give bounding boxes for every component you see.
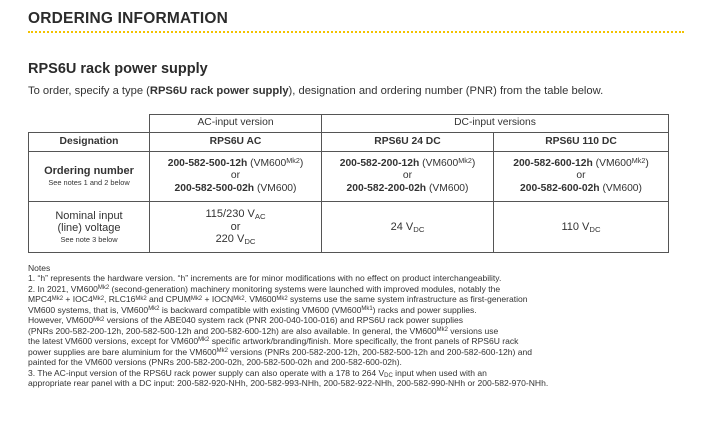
notes-section: Notes 1. “h” represents the hardware version. “h” increments are for minor modifications with no effect on product interchangeability. 2. In 2021, $VM600^{Mk2}$ (second-generation) machinery monitoring systems were launched with improved modules, notably the $MPC4^{Mk2} + IOC4^{Mk2}$, $RLC16^{Mk2}$ and $CPUM^{Mk2}$ + $IOCN^{Mk2}$. $VM600^{Mk2}$ systems use the same system infrastructure as first-generation VM600 systems, that is, $VM600^{Mk2}$ is backward compatible with existing VM600 $(VM600^{Mk1})$ racks and power supplies. However, $VM600^{Mk2}$ versions of the ABE040 system rack (PNR 200-040-100-016) and RPS6U rack power supplies (PNRs 200-582-200-12h, 200-582-500-12h and 200-582-600-12h) are also available. In general, the $VM600^{Mk2}$ versions use the latest VM600 versions, except for $VM600^{Mk2}$ specific artwork/branding/finish. More specifically, the front panels of RPS6U rack power supplies are bare aluminium for the $VM600^{Mk2}$ versions (PNRs 200-582-200-12h, 200-582-500-12h and 200-582-600-12h) and painted for the VM600 versions (PNRs 200-582-200-02h, 200-582-500-02h and 200-582-600-02h). 3. The AC-input version of the RPS6U rack power supply can also operate with a 178 to 264 $V_{DC}$ input when used with an appropriate rear panel with a DC input: 200-582-920-NHh, 200-582-993-NHh, 200-582-922-NHh, 200-582-990-NHh or 200-582-970-NHh. — [28, 263, 700, 388]
ac-voltage-cell: 115/230 $V_{AC}$ or 220 $V_{DC}$ — [150, 202, 322, 253]
note-1: 1. “h” represents the hardware version. “h” increments are for minor modifications with no effect on product interchangeability. — [28, 273, 502, 284]
dc110-designation: RPS6U 110 DC — [494, 133, 669, 152]
dc24-designation: RPS6U 24 DC — [322, 133, 494, 152]
ac-pnr-mk2: 200-582-500-12h — [167, 157, 248, 169]
designation-label: Designation — [29, 133, 150, 152]
ac-pnr-mk1: 200-582-500-02h — [174, 182, 255, 194]
notes-title: Notes — [28, 263, 51, 273]
empty-corner-cell — [29, 115, 150, 133]
ac-designation: RPS6U AC — [150, 133, 322, 152]
ac-ordering-cell: 200-582-500-12h $(VM600^{Mk2})$ or 200-582-500-02h (VM600) — [150, 152, 322, 202]
ordering-table — [28, 114, 669, 253]
dc110-voltage-cell: 110 $V_{DC}$ — [494, 202, 669, 253]
dotted-divider — [28, 31, 684, 33]
intro-text: To order, specify a type (RPS6U rack power supply), designation and ordering number (PNR) from the table below. — [28, 85, 604, 97]
nominal-voltage-row — [29, 202, 669, 253]
dc110-pnr-mk1: 200-582-600-02h — [520, 182, 600, 194]
dc-group-header: DC-input versions — [322, 115, 669, 133]
dc24-ordering-cell: 200-582-200-12h $(VM600^{Mk2})$ or 200-582-200-02h (VM600) — [322, 152, 494, 202]
product-title: RPS6U rack power supply — [28, 61, 208, 77]
nominal-voltage-label-cell: Nominal input (line) voltage See note 3 below — [29, 202, 150, 253]
ordering-number-label-cell — [29, 152, 150, 202]
group-header-row — [29, 115, 669, 133]
note-2: 2. In 2021, $VM600^{Mk2}$ (second-generation) machinery monitoring systems were launched with improved modules, notably the — [28, 283, 501, 294]
ordering-number-note: See notes 1 and 2 below — [48, 177, 130, 187]
ac-group-header: AC-input version — [150, 115, 322, 133]
note-3: 3. The AC-input version of the RPS6U rack power supply can also operate with a 178 to 264 $V_{DC}$ input when used with an — [28, 367, 487, 380]
dc24-pnr-mk1: 200-582-200-02h — [346, 182, 427, 194]
nominal-voltage-note: See note 3 below — [60, 234, 118, 244]
section-title: ORDERING INFORMATION — [28, 10, 229, 27]
dc110-ordering-cell: 200-582-600-12h $(VM600^{Mk2})$ or 200-582-600-02h (VM600) — [494, 152, 669, 202]
dc110-pnr-mk2: 200-582-600-12h — [513, 157, 593, 169]
dc24-voltage-cell: 24 $V_{DC}$ — [322, 202, 494, 253]
dc24-pnr-mk2: 200-582-200-12h — [339, 157, 420, 169]
nominal-voltage-label: Nominal input — [55, 209, 123, 222]
ordering-number-label: Ordering number — [44, 165, 134, 178]
designation-row — [29, 133, 669, 152]
ordering-number-row — [29, 152, 669, 202]
